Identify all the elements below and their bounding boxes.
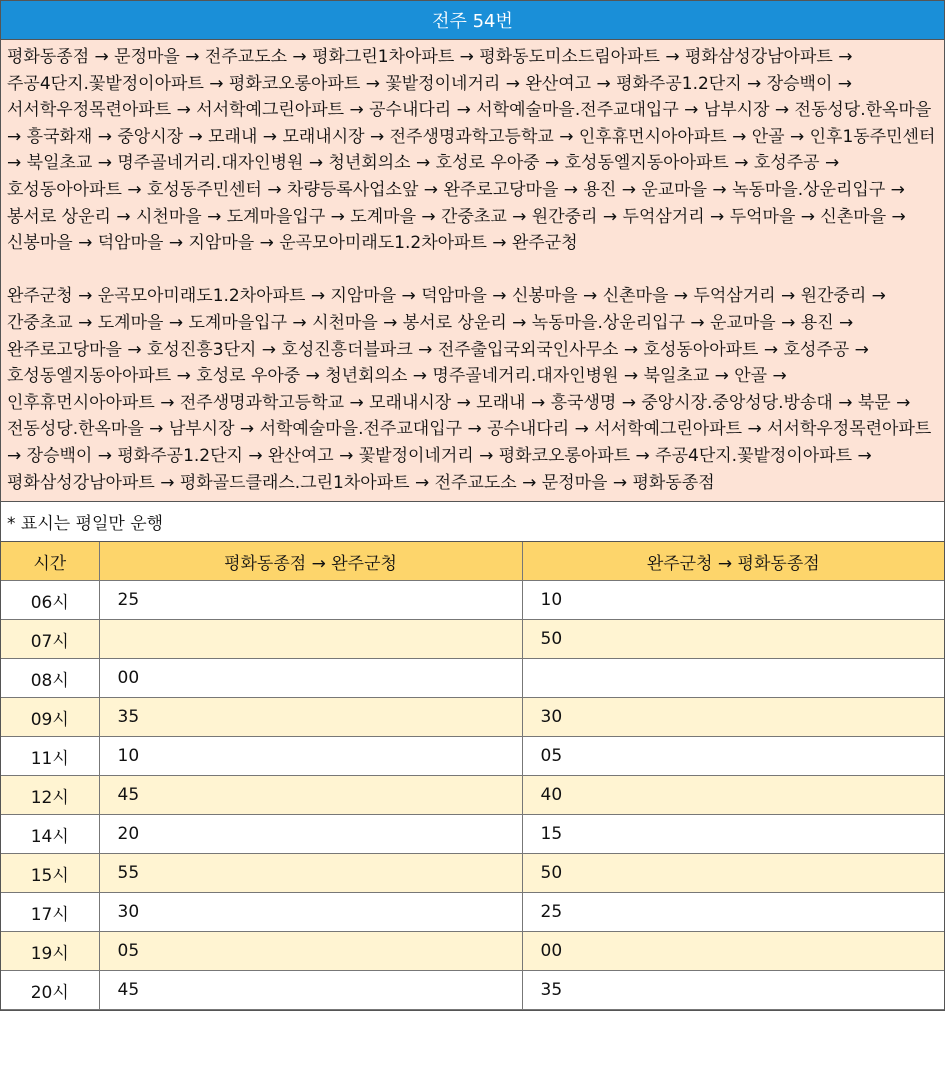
inbound-minute-cell: 10 [522, 581, 944, 620]
header-inbound: 완주군청 → 평화동종점 [522, 542, 944, 581]
outbound-minute-cell: 55 [99, 854, 522, 893]
inbound-minute-cell: 35 [522, 971, 944, 1010]
table-row [1, 932, 944, 971]
outbound-minute-cell: 30 [99, 893, 522, 932]
route-title: 전주 54번 [1, 1, 944, 40]
route-inbound-text: 완주군청 → 운곡모아미래도1.2차아파트 → 지암마을 → 덕암마을 → 신봉마을 → 신촌마을 → 두억삼거리 → 원간중리 → 간중초교 → 도계마을 → 도계마을입구 → 시천마을 → 봉서로 상운리 → 녹동마을.상운리입구 → 운교마을 → 용진 → 완주로고당마을 → 호성진흥3단지 → 호성진흥더블파크 → 전주출입국외국인사무소 → 호성동아아파트 → 호성주공 → 호성동엘지동아아파트 → 호성로 우아중 → 청년회의소 → 명주골네거리.대자인병원 → 북일초교 → 안골 → 인후휴먼시아아파트 → 전주생명과학고등학교 → 모래내시장 → 모래내 → 흥국생명 → 중앙시장.중앙성당.방송대 → 북문 → 전동성당.한옥마을 → 남부시장 → 서학예술마을.전주교대입구 → 공수내다리 → 서서학예그린아파트 → 서서학우정목련아파트 → 장승백이 → 평화주공1.2단지 → 완산여고 → 꽃밭정이네거리 → 평화코오롱아파트 → 주공4단지.꽃밭정이아파트 → 평화삼성강남아파트 → 평화골드클래스.그린1차아파트 → 전주교도소 → 문정마을 → 평화동종점 [7, 286, 932, 493]
outbound-minute-cell [99, 620, 522, 659]
table-row [1, 815, 944, 854]
table-row [1, 620, 944, 659]
outbound-minute-cell: 05 [99, 932, 522, 971]
schedule-table [1, 542, 944, 1010]
inbound-minute-cell: 30 [522, 698, 944, 737]
inbound-minute-cell: 50 [522, 620, 944, 659]
header-hour: 시간 [1, 542, 99, 581]
inbound-minute-cell: 05 [522, 737, 944, 776]
inbound-minute-cell: 50 [522, 854, 944, 893]
outbound-minute-cell: 10 [99, 737, 522, 776]
hour-cell: 11시 [1, 737, 99, 776]
table-row [1, 971, 944, 1010]
hour-cell: 08시 [1, 659, 99, 698]
table-row [1, 581, 944, 620]
inbound-minute-cell [522, 659, 944, 698]
outbound-minute-cell: 35 [99, 698, 522, 737]
hour-cell: 20시 [1, 971, 99, 1010]
hour-cell: 17시 [1, 893, 99, 932]
table-row [1, 659, 944, 698]
table-header-row [1, 542, 944, 581]
inbound-minute-cell: 25 [522, 893, 944, 932]
inbound-minute-cell: 40 [522, 776, 944, 815]
outbound-minute-cell: 20 [99, 815, 522, 854]
hour-cell: 15시 [1, 854, 99, 893]
table-row [1, 776, 944, 815]
inbound-minute-cell: 00 [522, 932, 944, 971]
outbound-minute-cell: 00 [99, 659, 522, 698]
route-separator [7, 257, 938, 284]
route-description [1, 40, 944, 502]
outbound-minute-cell: 25 [99, 581, 522, 620]
hour-cell: 12시 [1, 776, 99, 815]
table-row [1, 698, 944, 737]
hour-cell: 19시 [1, 932, 99, 971]
hour-cell: 07시 [1, 620, 99, 659]
header-outbound: 평화동종점 → 완주군청 [99, 542, 522, 581]
table-row [1, 737, 944, 776]
table-row [1, 854, 944, 893]
table-row [1, 893, 944, 932]
hour-cell: 06시 [1, 581, 99, 620]
hour-cell: 14시 [1, 815, 99, 854]
inbound-minute-cell: 15 [522, 815, 944, 854]
outbound-minute-cell: 45 [99, 971, 522, 1010]
route-outbound-text: 평화동종점 → 문정마을 → 전주교도소 → 평화그린1차아파트 → 평화동도미소드림아파트 → 평화삼성강남아파트 → 주공4단지.꽃밭정이아파트 → 평화코오롱아파트 → 꽃밭정이네거리 → 완산여고 → 평화주공1.2단지 → 장승백이 → 서서학우정목련아파트 → 서서학예그린아파트 → 공수내다리 → 서학예술마을.전주교대입구 → 남부시장 → 전동성당.한옥마을 → 흥국화재 → 중앙시장 → 모래내 → 모래내시장 → 전주생명과학고등학교 → 인후휴먼시아아파트 → 안골 → 인후1동주민센터 → 북일초교 → 명주골네거리.대자인병원 → 청년회의소 → 호성로 우아중 → 호성동엘지동아아파트 → 호성주공 → 호성동아아파트 → 호성동주민센터 → 차량등록사업소앞 → 완주로고당마을 → 용진 → 운교마을 → 녹동마을.상운리입구 → 봉서로 상운리 → 시천마을 → 도계마을입구 → 도계마을 → 간중초교 → 원간중리 → 두억삼거리 → 두억마을 → 신촌마을 → 신봉마을 → 덕암마을 → 지암마을 → 운곡모아미래도1.2차아파트 → 완주군청 [7, 47, 936, 254]
outbound-minute-cell: 45 [99, 776, 522, 815]
weekday-note: * 표시는 평일만 운행 [1, 502, 944, 542]
hour-cell: 09시 [1, 698, 99, 737]
